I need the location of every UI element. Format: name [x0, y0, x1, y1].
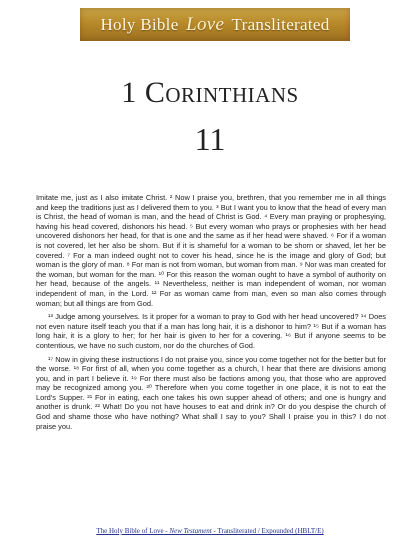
paragraph-verses-17-22: ¹⁷ Now in giving these instructions I do not praise you, since you come together not for the better but for the worse. ¹⁸ For first of all, when you come together as a church, I hear that there are divisions among you, and in part I believe it. ¹⁹ For there must also be factions among you, that those who are approved may be recognized among you. ²⁰ Therefore when you come together in one place, it is not to eat the Lord’s Supper. ²¹ For in eating, each one takes his own supper ahead of others; and one is hungry and another is drunk. ²² What! Do you not have houses to eat and drink in? Or do you despise the church of God and shame those who have nothing? What shall I say to you? Shall I praise you in this? I do not praise you.	[36, 354, 386, 431]
paragraph-verses-13-16: ¹³ Judge among yourselves. Is it proper for a woman to pray to God with her head uncovered? ¹⁴ Does not even nature itself teach you that if a man has long hair, it is a dishonor to him? ¹⁵ But if a woman has long hair, it is a glory to her; for her hair is given to her for a covering. ¹⁶ But if anyone seems to be contentious, we have no such custom, nor do the churches of God.	[36, 312, 386, 350]
book-title: 1 Corinthians	[121, 76, 299, 109]
banner-title	[100, 14, 329, 36]
site-banner	[80, 8, 350, 41]
banner-love-word: Love	[186, 13, 225, 35]
footer-suffix: - Transliterated / Expounded (HBLT/E)	[211, 527, 324, 535]
chapter-number: 11	[194, 121, 226, 157]
footer-prefix: The Holy Bible of Love -	[96, 527, 170, 535]
banner-text-left: Holy Bible	[100, 14, 179, 34]
scripture-text	[36, 193, 386, 435]
footer-link[interactable]	[0, 527, 420, 535]
footer-italic: New Testament	[169, 527, 212, 535]
paragraph-verses-1-12: Imitate me, just as I also imitate Christ. ² Now I praise you, brethren, that you remember me in all things and keep the traditions just as I delivered them to you. ³ But I want you to know that the head of every man is Christ, the head of woman is man, and the head of Christ is God. ⁴ Every man praying or prophesying, having his head covered, dishonors his head. ⁵ But every woman who prays or prophesies with her head uncovered dishonors her head, for that is one and the same as if her head were shaved. ⁶ For if a woman is not covered, let her also be shorn. But if it is shameful for a woman to be shorn or shaved, let her be covered. ⁷ For a man indeed ought not to cover his head, since he is the image and glory of God; but woman is the glory of man. ⁸ For man is not from woman, but woman from man. ⁹ Nor was man created for the woman, but woman for the man. ¹⁰ For this reason the woman ought to have a symbol of authority on her head, because of the angels. ¹¹ Nevertheless, neither is man independent of woman, nor woman independent of man, in the Lord. ¹² For as woman came from man, even so man also comes through woman; but all things are from God.	[36, 193, 386, 308]
banner-text-right: Transliterated	[231, 14, 330, 34]
